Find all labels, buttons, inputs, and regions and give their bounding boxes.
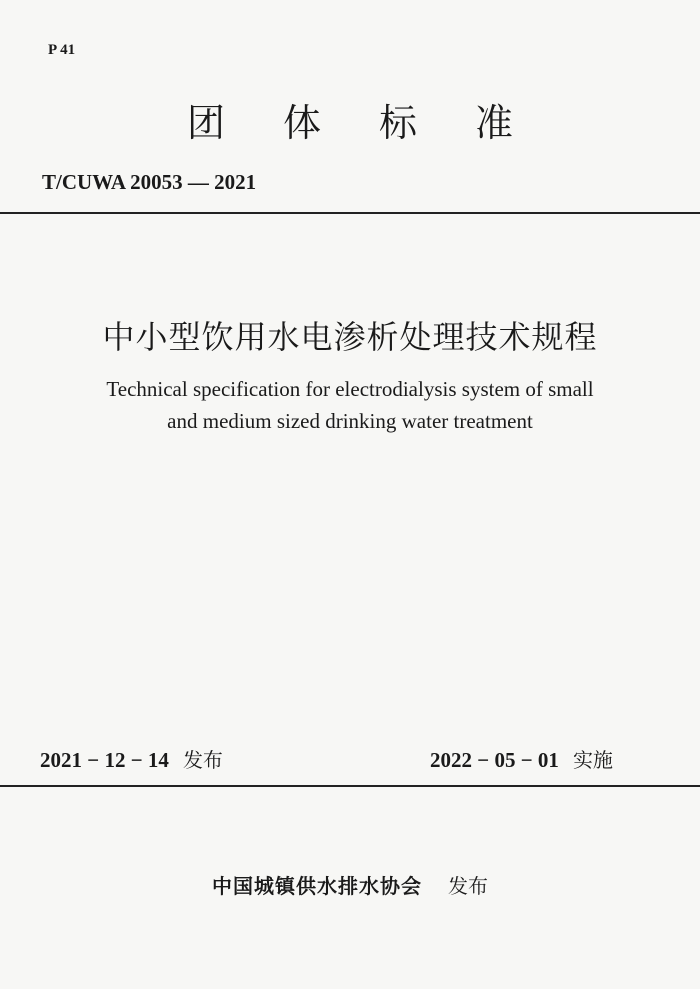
issue-label: 发布 (182, 748, 223, 772)
classification-code: P 41 (48, 42, 76, 58)
implementation-date-block (430, 744, 613, 773)
title-english (0, 373, 700, 437)
implementation-date: 2022 − 05 − 01 (430, 748, 559, 772)
title-english-line1: Technical specification for electrodialysis system of small (106, 377, 594, 401)
publisher-label: 发布 (448, 874, 488, 898)
document-type: 团体标准 (186, 101, 571, 145)
issue-date: 2021 − 12 − 14 (40, 748, 169, 772)
issue-date-block (40, 744, 223, 773)
top-divider (0, 212, 700, 214)
title-chinese: 中小型饮用水电渗析处理技术规程 (102, 318, 598, 356)
standard-number: T/CUWA 20053 — 2021 (42, 170, 257, 194)
implementation-label: 实施 (572, 748, 613, 772)
bottom-divider (0, 785, 700, 787)
title-english-line2: and medium sized drinking water treatment (167, 409, 533, 433)
publisher-name: 中国城镇供水排水协会 (212, 874, 422, 898)
publisher-block (0, 870, 700, 899)
